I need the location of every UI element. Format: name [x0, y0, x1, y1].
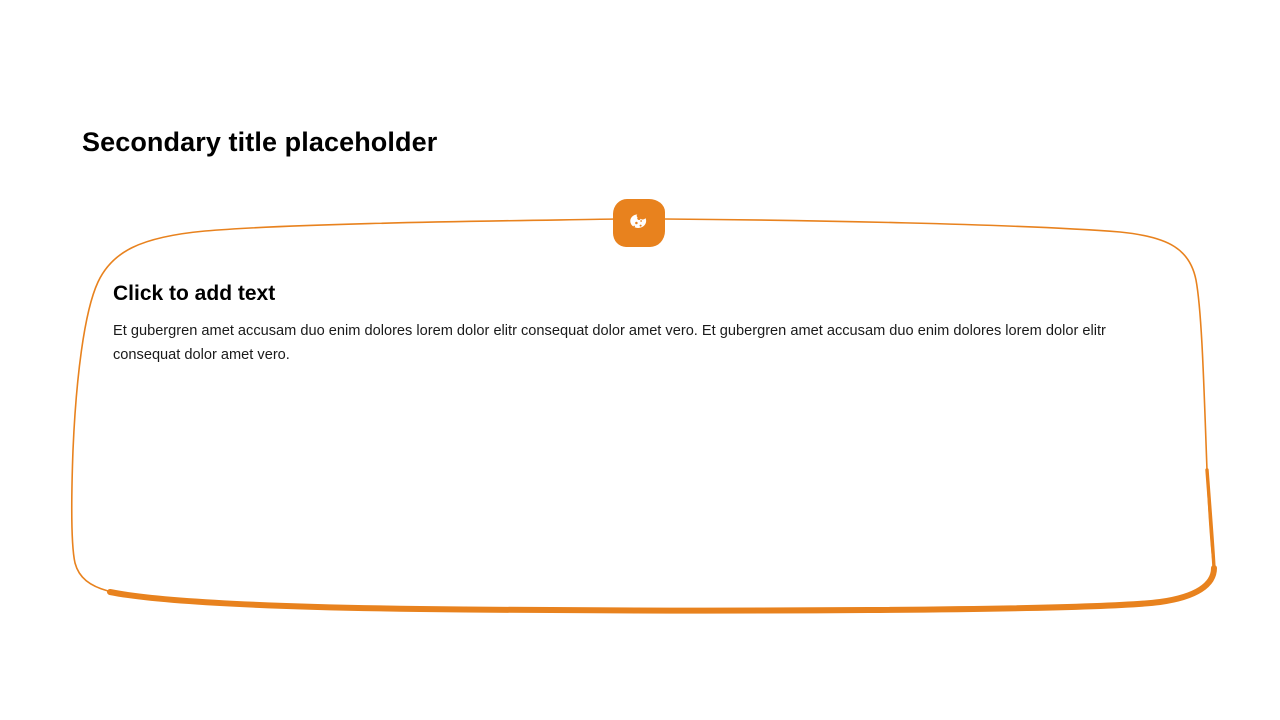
- cookie-icon: [613, 199, 665, 247]
- cookie-badge: [613, 199, 665, 247]
- content-card-body: [113, 281, 1143, 367]
- content-heading[interactable]: Click to add text: [113, 282, 276, 305]
- page-title: Secondary title placeholder: [82, 127, 438, 157]
- content-paragraph[interactable]: Et gubergren amet accusam duo enim dolores lorem dolor elitr consequat dolor amet vero. Et gubergren amet accusam duo enim dolores lorem dolor elitr consequat dolor amet vero.: [113, 323, 1106, 363]
